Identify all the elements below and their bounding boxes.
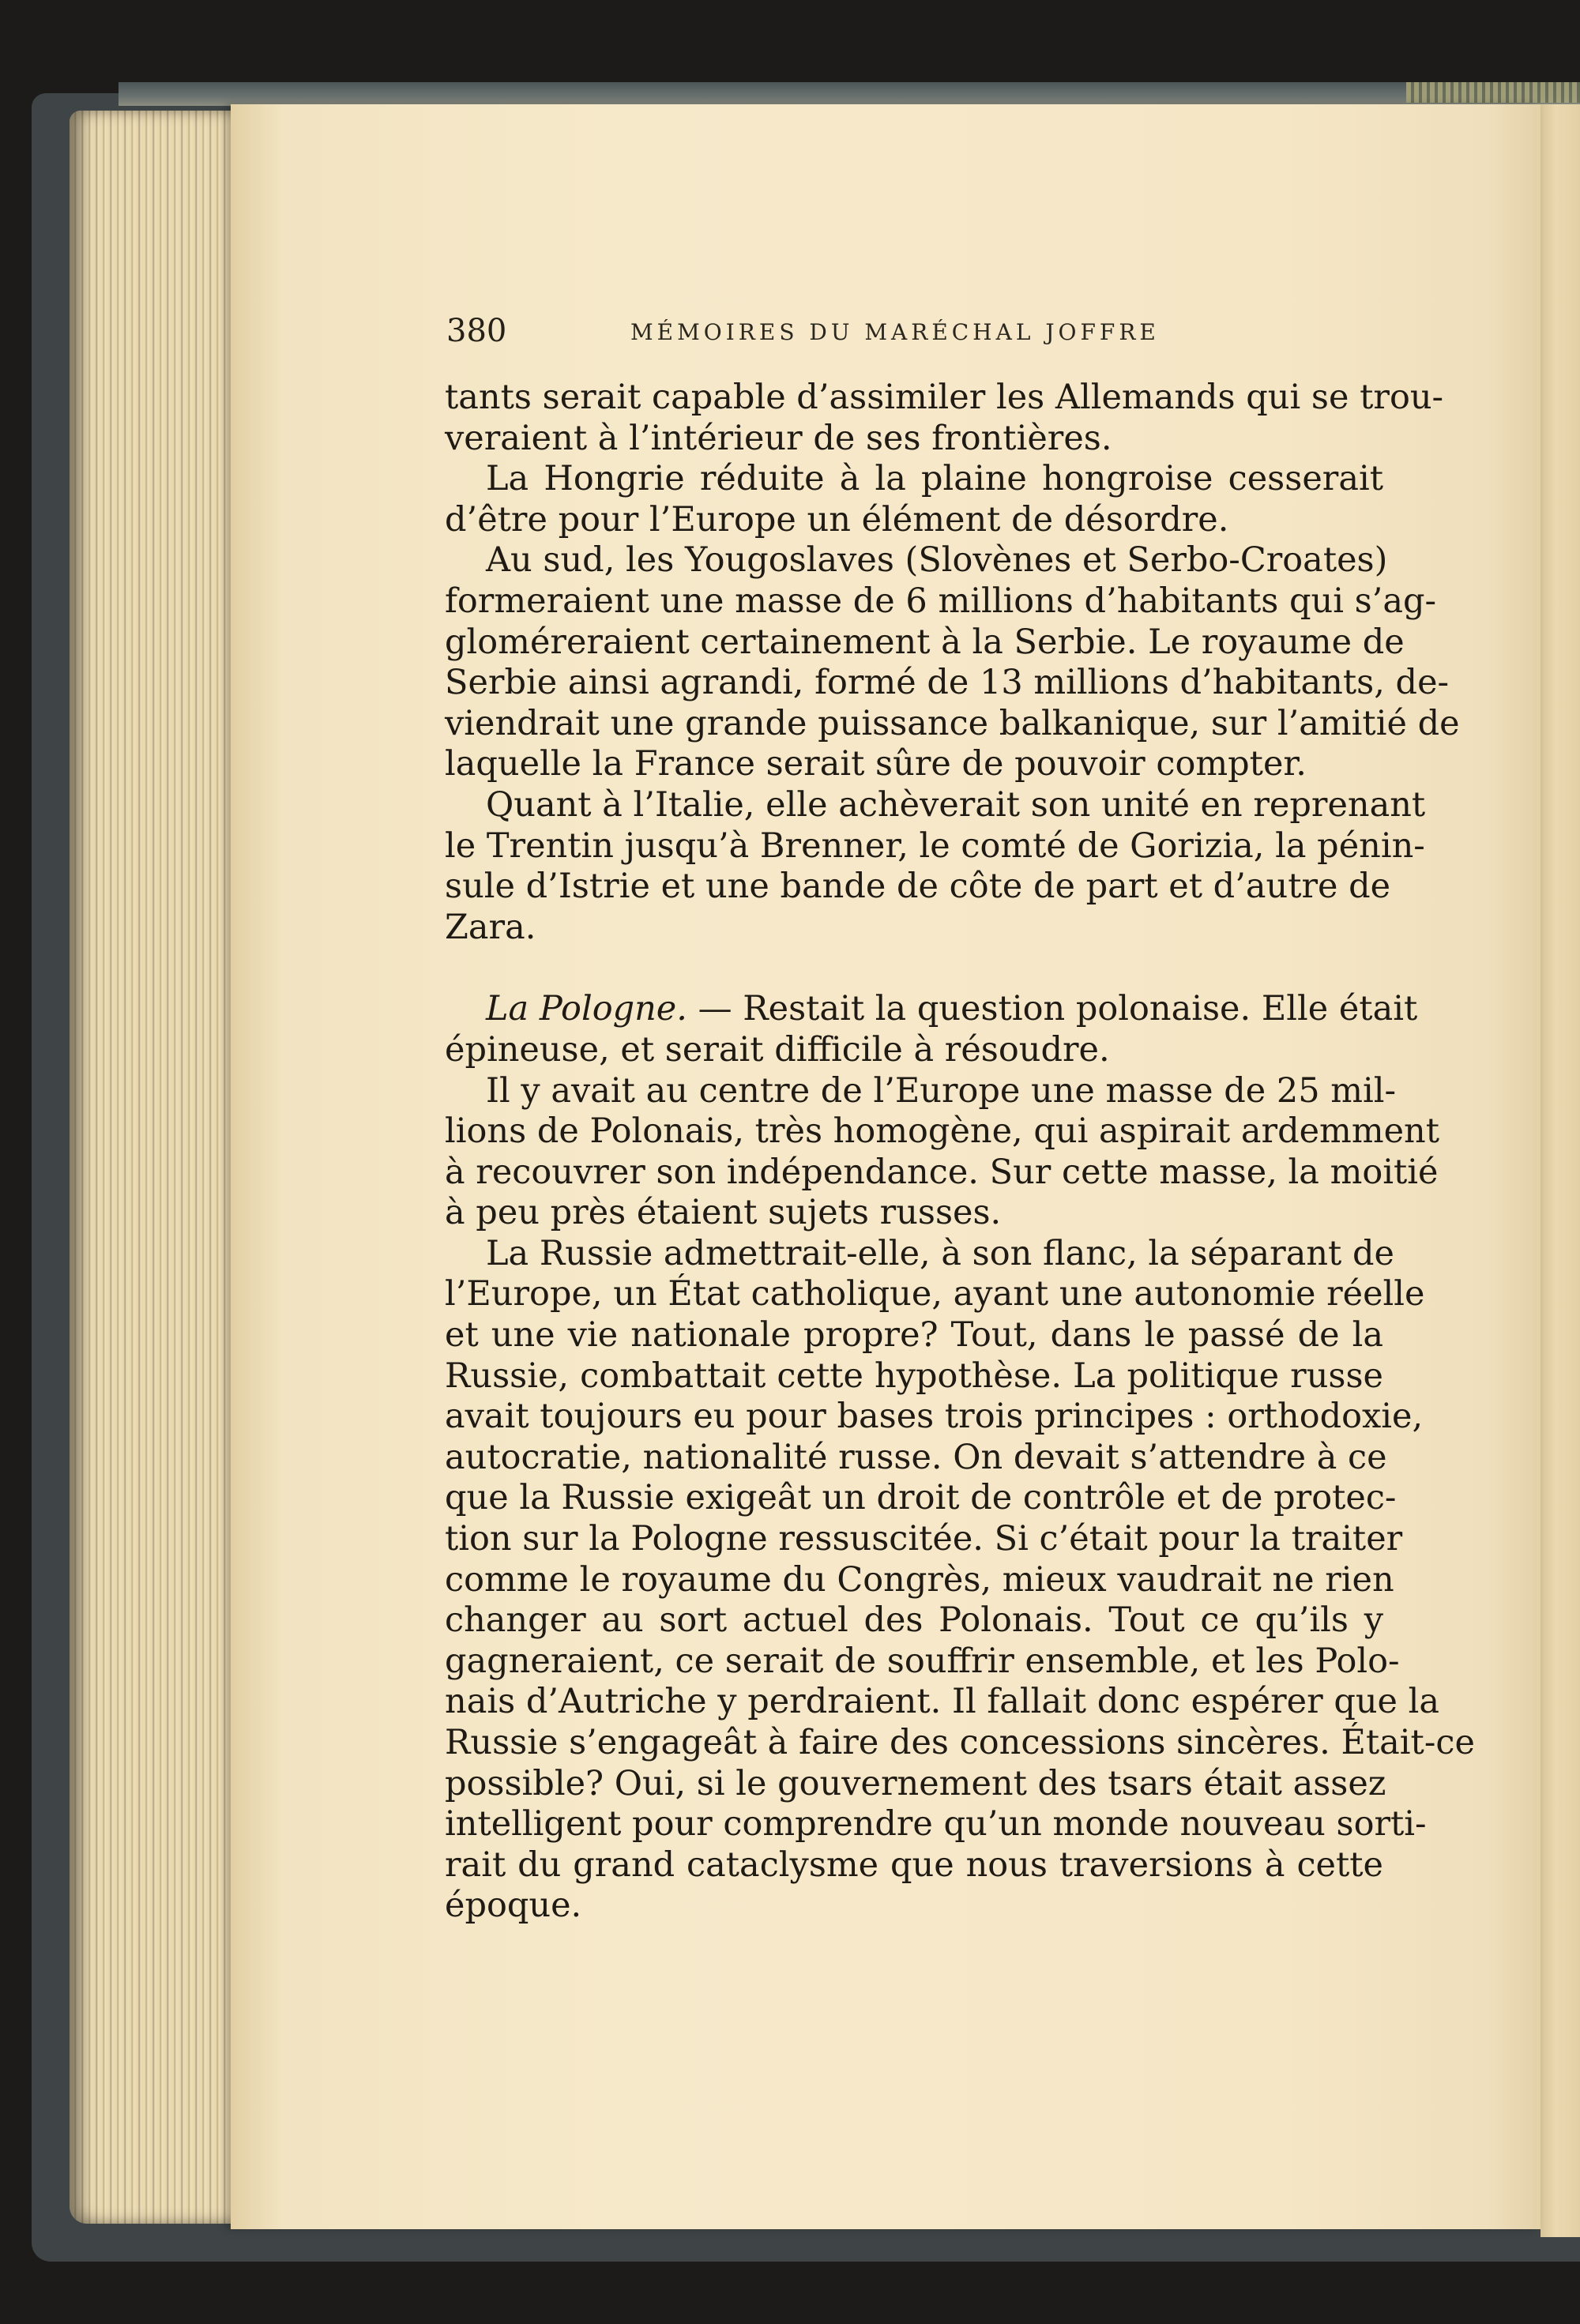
section-heading-rest: — Restait la question polonaise. Elle était: [687, 989, 1418, 1029]
text-line: lions de Polonais, très homogène, qui aspirait ardemment: [445, 1111, 1440, 1152]
text-line: Il y avait au centre de l’Europe une masse de 25 mil-: [486, 1070, 1397, 1111]
text-line: à recouvrer son indépendance. Sur cette masse, la moitié: [445, 1152, 1439, 1192]
page-number: 380: [446, 313, 507, 349]
text-line: Russie, combattait cette hypothèse. La politique russe: [445, 1356, 1383, 1396]
section-break: [445, 948, 1383, 989]
text-line: le Trentin jusqu’à Brenner, le comté de Gorizia, la pénin-: [445, 825, 1425, 866]
text-line: et une vie nationale propre? Tout, dans le passé de la: [445, 1315, 1383, 1356]
text-line: nais d’Autriche y perdraient. Il fallait donc espérer que la: [445, 1682, 1440, 1722]
text-line: Russie s’engageât à faire des concessions sincères. Était-ce: [445, 1723, 1475, 1762]
text-line: Zara.: [445, 907, 536, 947]
text-line: Au sud, les Yougoslaves (Slovènes et Serbo-Croates): [486, 540, 1388, 581]
text-line: à peu près étaient sujets russes.: [445, 1193, 1002, 1233]
text-line: viendrait une grande puissance balkanique, sur l’amitié de: [445, 703, 1460, 743]
facing-page-edge: [1540, 104, 1580, 2237]
text-line: épineuse, et serait difficile à résoudre.: [445, 1029, 1110, 1070]
text-line: tion sur la Pologne ressuscitée. Si c’était pour la traiter: [445, 1519, 1403, 1559]
text-line: rait du grand cataclysme que nous traversions à cette: [445, 1845, 1383, 1885]
running-header: [446, 313, 1347, 354]
text-line: que la Russie exigeât un droit de contrôle et de protec-: [445, 1478, 1397, 1518]
text-line: formeraient une masse de 6 millions d’habitants qui s’ag-: [445, 581, 1437, 621]
text-line: l’Europe, un État catholique, ayant une autonomie réelle: [445, 1274, 1425, 1314]
running-title: MÉMOIRES DU MARÉCHAL JOFFRE: [630, 319, 1160, 345]
text-line: d’être pour l’Europe un élément de désordre.: [445, 499, 1229, 540]
body-text: [445, 378, 1475, 1927]
section-heading: La Pologne.: [486, 989, 687, 1029]
page-edges-stack: [70, 111, 251, 2224]
text-line: La Russie admettrait-elle, à son flanc, la séparant de: [486, 1233, 1394, 1273]
text-line: Quant à l’Italie, elle achèverait son unité en reprenant: [486, 784, 1426, 825]
text-line: changer au sort actuel des Polonais. Tout ce qu’ils y: [445, 1600, 1383, 1641]
text-line: gloméreraient certainement à la Serbie. Le royaume de: [445, 622, 1405, 662]
spine-decoration: [1406, 82, 1580, 103]
cover-top-edge: [118, 82, 1580, 106]
text-line: sule d’Istrie et une bande de côte de part et d’autre de: [445, 867, 1391, 907]
section-heading-line: [445, 989, 1418, 1030]
text-line: gagneraient, ce serait de souffrir ensemble, et les Polo-: [445, 1641, 1400, 1681]
text-line: veraient à l’intérieur de ses frontières.: [445, 418, 1112, 458]
text-line: tants serait capable d’assimiler les Allemands qui se trou-: [445, 378, 1444, 417]
text-line: avait toujours eu pour bases trois principes : orthodoxie,: [445, 1397, 1424, 1437]
text-line: laquelle la France serait sûre de pouvoir compter.: [445, 744, 1307, 784]
text-line: époque.: [445, 1886, 582, 1926]
text-line: La Hongrie réduite à la plaine hongroise cesserait: [486, 459, 1383, 499]
text-line: Serbie ainsi agrandi, formé de 13 millions d’habitants, de-: [445, 663, 1450, 703]
text-line: possible? Oui, si le gouvernement des tsars était assez: [445, 1763, 1386, 1803]
text-line: intelligent pour comprendre qu’un monde nouveau sorti-: [445, 1804, 1427, 1845]
text-line: autocratie, nationalité russe. On devait s’attendre à ce: [445, 1437, 1387, 1477]
text-line: comme le royaume du Congrès, mieux vaudrait ne rien: [445, 1559, 1394, 1600]
